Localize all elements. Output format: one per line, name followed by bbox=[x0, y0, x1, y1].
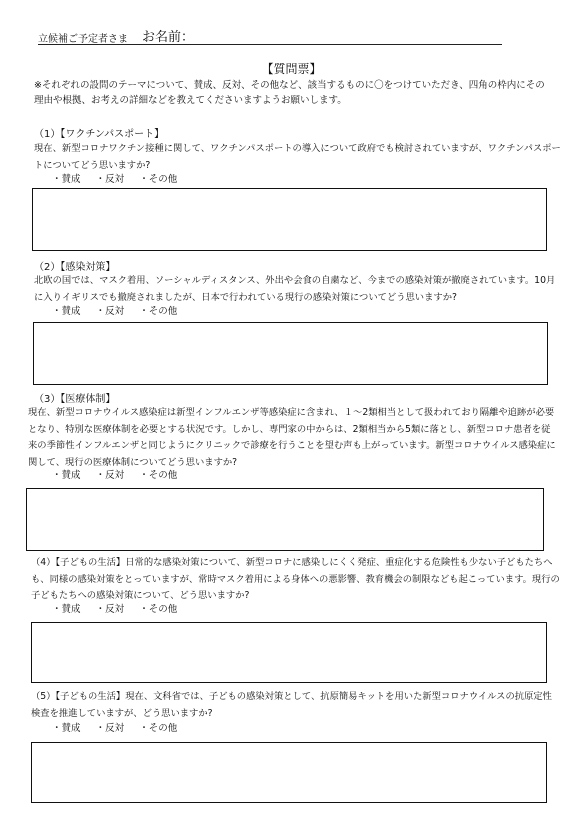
option-disagree[interactable]: ・反対 bbox=[95, 306, 125, 317]
question-3-heading: （3）【医療体制】 bbox=[34, 394, 116, 405]
question-2-text: 北欧の国では、マスク着用、ソーシャルディスタンス、外出や会食の自粛など、今までの感染対策が撤廃されています。10月に入りイギリスでも撤廃されましたが、日本で行われている現行の感染対策についてどう思いますか? bbox=[34, 275, 556, 303]
name-label: お名前： bbox=[142, 30, 195, 45]
question-4-text: （4）【子どもの生活】日常的な感染対策について、新型コロナに感染しにくく発症、重症化する危険性も少ない子どもたちへも、同様の感染対策をとっていますが、常時マスク着用による身体への悪影響、教育機会の制限なども起こっています。現行の子どもたちへの感染対策について、どう思いますか? bbox=[31, 557, 560, 601]
question-3-options bbox=[52, 470, 177, 482]
option-disagree[interactable]: ・反対 bbox=[95, 604, 125, 615]
question-3-text: 現在、新型コロナウイルス感染症は新型インフルエンザ等感染症に含まれ、１～2類相当として扱われており隔離や追跡が必要となり、特別な医療体制を必要とする状況です。しかし、専門家の中からは、2類相当から5類に落とし、新型コロナ患者を従来の季節性インフルエンザと同じようにクリニックで診療を行うことを望む声も上がっています。新型コロナウイルス感染症に関して、現行の医療体制についてどう思いますか? bbox=[28, 407, 556, 468]
option-agree[interactable]: ・賛成 bbox=[52, 723, 81, 734]
question-2-answer-box[interactable] bbox=[33, 322, 548, 385]
option-other[interactable]: ・その他 bbox=[139, 723, 178, 734]
respondent-name-field[interactable] bbox=[38, 24, 502, 45]
option-agree[interactable]: ・賛成 bbox=[52, 174, 81, 185]
question-5-answer-box[interactable] bbox=[31, 742, 547, 803]
option-other[interactable]: ・その他 bbox=[139, 306, 178, 317]
option-agree[interactable]: ・賛成 bbox=[52, 306, 81, 317]
question-2-options bbox=[52, 306, 177, 318]
option-other[interactable]: ・その他 bbox=[139, 470, 178, 481]
option-other[interactable]: ・その他 bbox=[139, 174, 178, 185]
option-agree[interactable]: ・賛成 bbox=[52, 604, 81, 615]
question-5-options bbox=[52, 723, 177, 735]
option-disagree[interactable]: ・反対 bbox=[95, 470, 125, 481]
question-4-answer-box[interactable] bbox=[31, 622, 547, 683]
option-disagree[interactable]: ・反対 bbox=[95, 174, 125, 185]
option-other[interactable]: ・その他 bbox=[139, 604, 178, 615]
question-1-text: 現在、新型コロナワクチン接種に関して、ワクチンパスポートの導入について政府でも検討されていますが、ワクチンパスポートについてどう思いますか? bbox=[34, 143, 561, 171]
respondent-label: 立候補ご予定者さま bbox=[38, 34, 128, 45]
question-1-options bbox=[52, 174, 177, 186]
question-2-heading: （2）【感染対策】 bbox=[34, 262, 116, 273]
intro-text: ※それぞれの設問のテーマについて、賛成、反対、その他など、該当するものに〇をつけていただき、四角の枠内にその理由や根拠、お考えの詳細などを教えてくださいますようお願いします。 bbox=[34, 80, 545, 106]
question-3-answer-box[interactable] bbox=[26, 488, 544, 551]
option-agree[interactable]: ・賛成 bbox=[52, 470, 81, 481]
page-title: 【質問票】 bbox=[261, 62, 322, 76]
question-4-options bbox=[52, 604, 177, 616]
question-1-heading: （1）【ワクチンパスポート】 bbox=[34, 129, 165, 140]
option-disagree[interactable]: ・反対 bbox=[95, 723, 125, 734]
question-1-answer-box[interactable] bbox=[32, 188, 547, 251]
question-5-text: （5）【子どもの生活】現在、文科省では、子どもの感染対策として、抗原簡易キットを用いた新型コロナウイルスの抗原定性検査を推進していますが、どう思いますか? bbox=[31, 691, 552, 719]
